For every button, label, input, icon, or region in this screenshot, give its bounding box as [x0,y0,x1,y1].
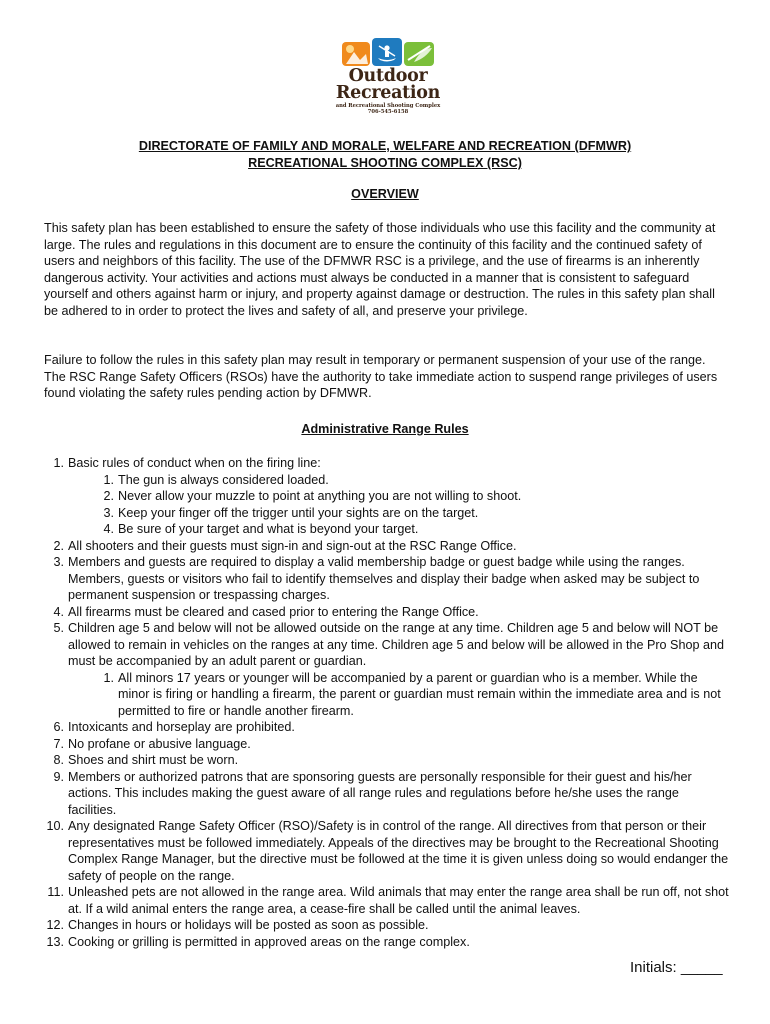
sub-rule-number: 1. [103,670,114,685]
rule-item [44,719,730,736]
logo-icons [336,38,440,68]
rule-item [44,455,730,538]
failure-paragraph: Failure to follow the rules in this safety plan may result in temporary or permanent suspension of your use of the range. The RSC Range Safety Officers (RSOs) have the authority to take immediate action to suspend range privileges of users found violating the safety rules pending action by DFMWR. [44,353,718,400]
rule-number: 4. [53,604,64,619]
rule-text: Cooking or grilling is permitted in approved areas on the range complex. [68,934,470,949]
rule-number: 2. [53,538,64,553]
sub-rule-text: All minors 17 years or younger will be accompanied by a parent or guardian who is a member. While the minor is firing or handling a firearm, the parent or guardian must remain within the immediate area and is not permitted to fire or handle another firearm. [118,670,721,718]
sub-rule-text: Never allow your muzzle to point at anything you are not willing to shoot. [118,489,522,503]
rule-number: 6. [53,720,64,734]
sub-rule-number: 2. [103,489,114,503]
rule-number: 5. [53,621,64,635]
sub-rules-list [68,670,730,720]
initials-field[interactable]: Initials: _____ [630,959,723,976]
rule-text: Intoxicants and horseplay are prohibited. [68,720,295,734]
document-title: DIRECTORATE OF FAMILY AND MORALE, WELFARE AND RECREATION (DFMWR) [138,139,632,153]
sub-rule-item [68,521,730,538]
logo-line-complex: and Recreational Shooting Complex [335,103,441,109]
rule-text: Members or authorized patrons that are sponsoring guests are personally responsible for their guest and his/her actions. This includes making the guest aware of all range rules and regulations before he/she uses the range facilities. [68,769,692,817]
sub-rule-item [68,472,730,489]
rule-text: No profane or abusive language. [68,736,251,751]
sub-rule-number: 3. [103,505,114,520]
rule-item [44,554,730,604]
rule-text: Any designated Range Safety Officer (RSO)/Safety is in control of the range. All directives from that person or their representatives must be followed immediately. Appeals of the directives may be brought to the Recreational Shooting Complex Range Manager, but the directive must be followed at the time it is given unless doing so would endanger the safety of people on the range. [68,819,729,883]
logo-line-outdoor: Outdoor [348,66,428,86]
rule-item [44,538,730,555]
rule-number: 12. [46,918,64,932]
sub-rules-list [68,472,730,538]
rule-item [44,884,730,917]
rule-item [44,736,730,753]
rules-list [44,455,730,950]
rule-item [44,604,730,621]
logo-line-recreation: Recreation [335,83,441,103]
rule-item [44,818,730,884]
sub-rule-item [68,505,730,522]
sub-rule-item [68,488,730,505]
logo-text [328,68,448,115]
rule-number: 10. [46,819,64,833]
admin-rules-heading: Administrative Range Rules [301,422,469,436]
rule-item [44,917,730,934]
rule-item [44,769,730,819]
rule-number: 1. [53,456,64,470]
overview-paragraph: This safety plan has been established to ensure the safety of those individuals who use this facility and the community at large. The rules and regulations in this document are to ensure the continuity of this facility and the continued safety of users and neighbors of this facility. The use of the DFMWR RSC is a privilege, and the use of firearms is an inherently dangerous activity. Your activities and actions must always be conducted in a manner that is consistent to safeguard yourself and others against harm or injury, and property against damage or destruction. The rules in this safety plan shall be adhered to in order to protect the lives and safety of all, and preserve your privilege. [44,221,716,318]
rule-text: Children age 5 and below will not be allowed outside on the range at any time. Children age 5 and below will NOT be allowed to remain in vehicles on the ranges at any time. Children age 5 and below will be allowed in the Pro Shop and must be accompanied by an adult parent or guardian. [68,621,724,668]
sub-rule-text: The gun is always considered loaded. [118,472,329,487]
sub-rule-text: Be sure of your target and what is beyond your target. [118,522,419,536]
rule-number: 9. [53,769,64,784]
sub-rule-number: 4. [103,522,114,536]
sub-rule-item [68,670,730,720]
overview-heading: OVERVIEW [351,187,419,201]
rule-number: 11. [47,885,64,899]
rule-text: All shooters and their guests must sign-in and sign-out at the RSC Range Office. [68,538,517,553]
rule-text: Shoes and shirt must be worn. [68,753,239,767]
rule-text: Changes in hours or holidays will be posted as soon as possible. [68,918,429,932]
logo-line-phone: 706-545-6158 [367,109,409,115]
sub-rule-text: Keep your finger off the trigger until your sights are on the target. [118,505,479,520]
rule-text: All firearms must be cleared and cased prior to entering the Range Office. [68,604,479,619]
rule-text: Unleashed pets are not allowed in the range area. Wild animals that may enter the range area shall be run off, not shot at. If a wild animal enters the range area, a cease-fire shall be called until the animal leaves. [68,885,729,916]
rule-item [44,620,730,719]
rule-text: Basic rules of conduct when on the firing line: [68,456,321,470]
sub-rule-number: 1. [103,472,114,487]
rule-item [44,934,730,951]
rule-item [44,752,730,769]
rule-number: 8. [53,753,64,767]
rule-text: Members and guests are required to display a valid membership badge or guest badge while using the ranges. Members, guests or visitors who fail to identify themselves and display their badge when asked may be subject to permanent suspension or trespassing charges. [68,555,700,602]
document-subtitle: RECREATIONAL SHOOTING COMPLEX (RSC) [248,156,522,170]
rule-number: 13. [46,934,64,949]
outdoor-recreation-logo [328,38,448,122]
rule-number: 3. [53,555,64,569]
rule-number: 7. [53,736,64,751]
